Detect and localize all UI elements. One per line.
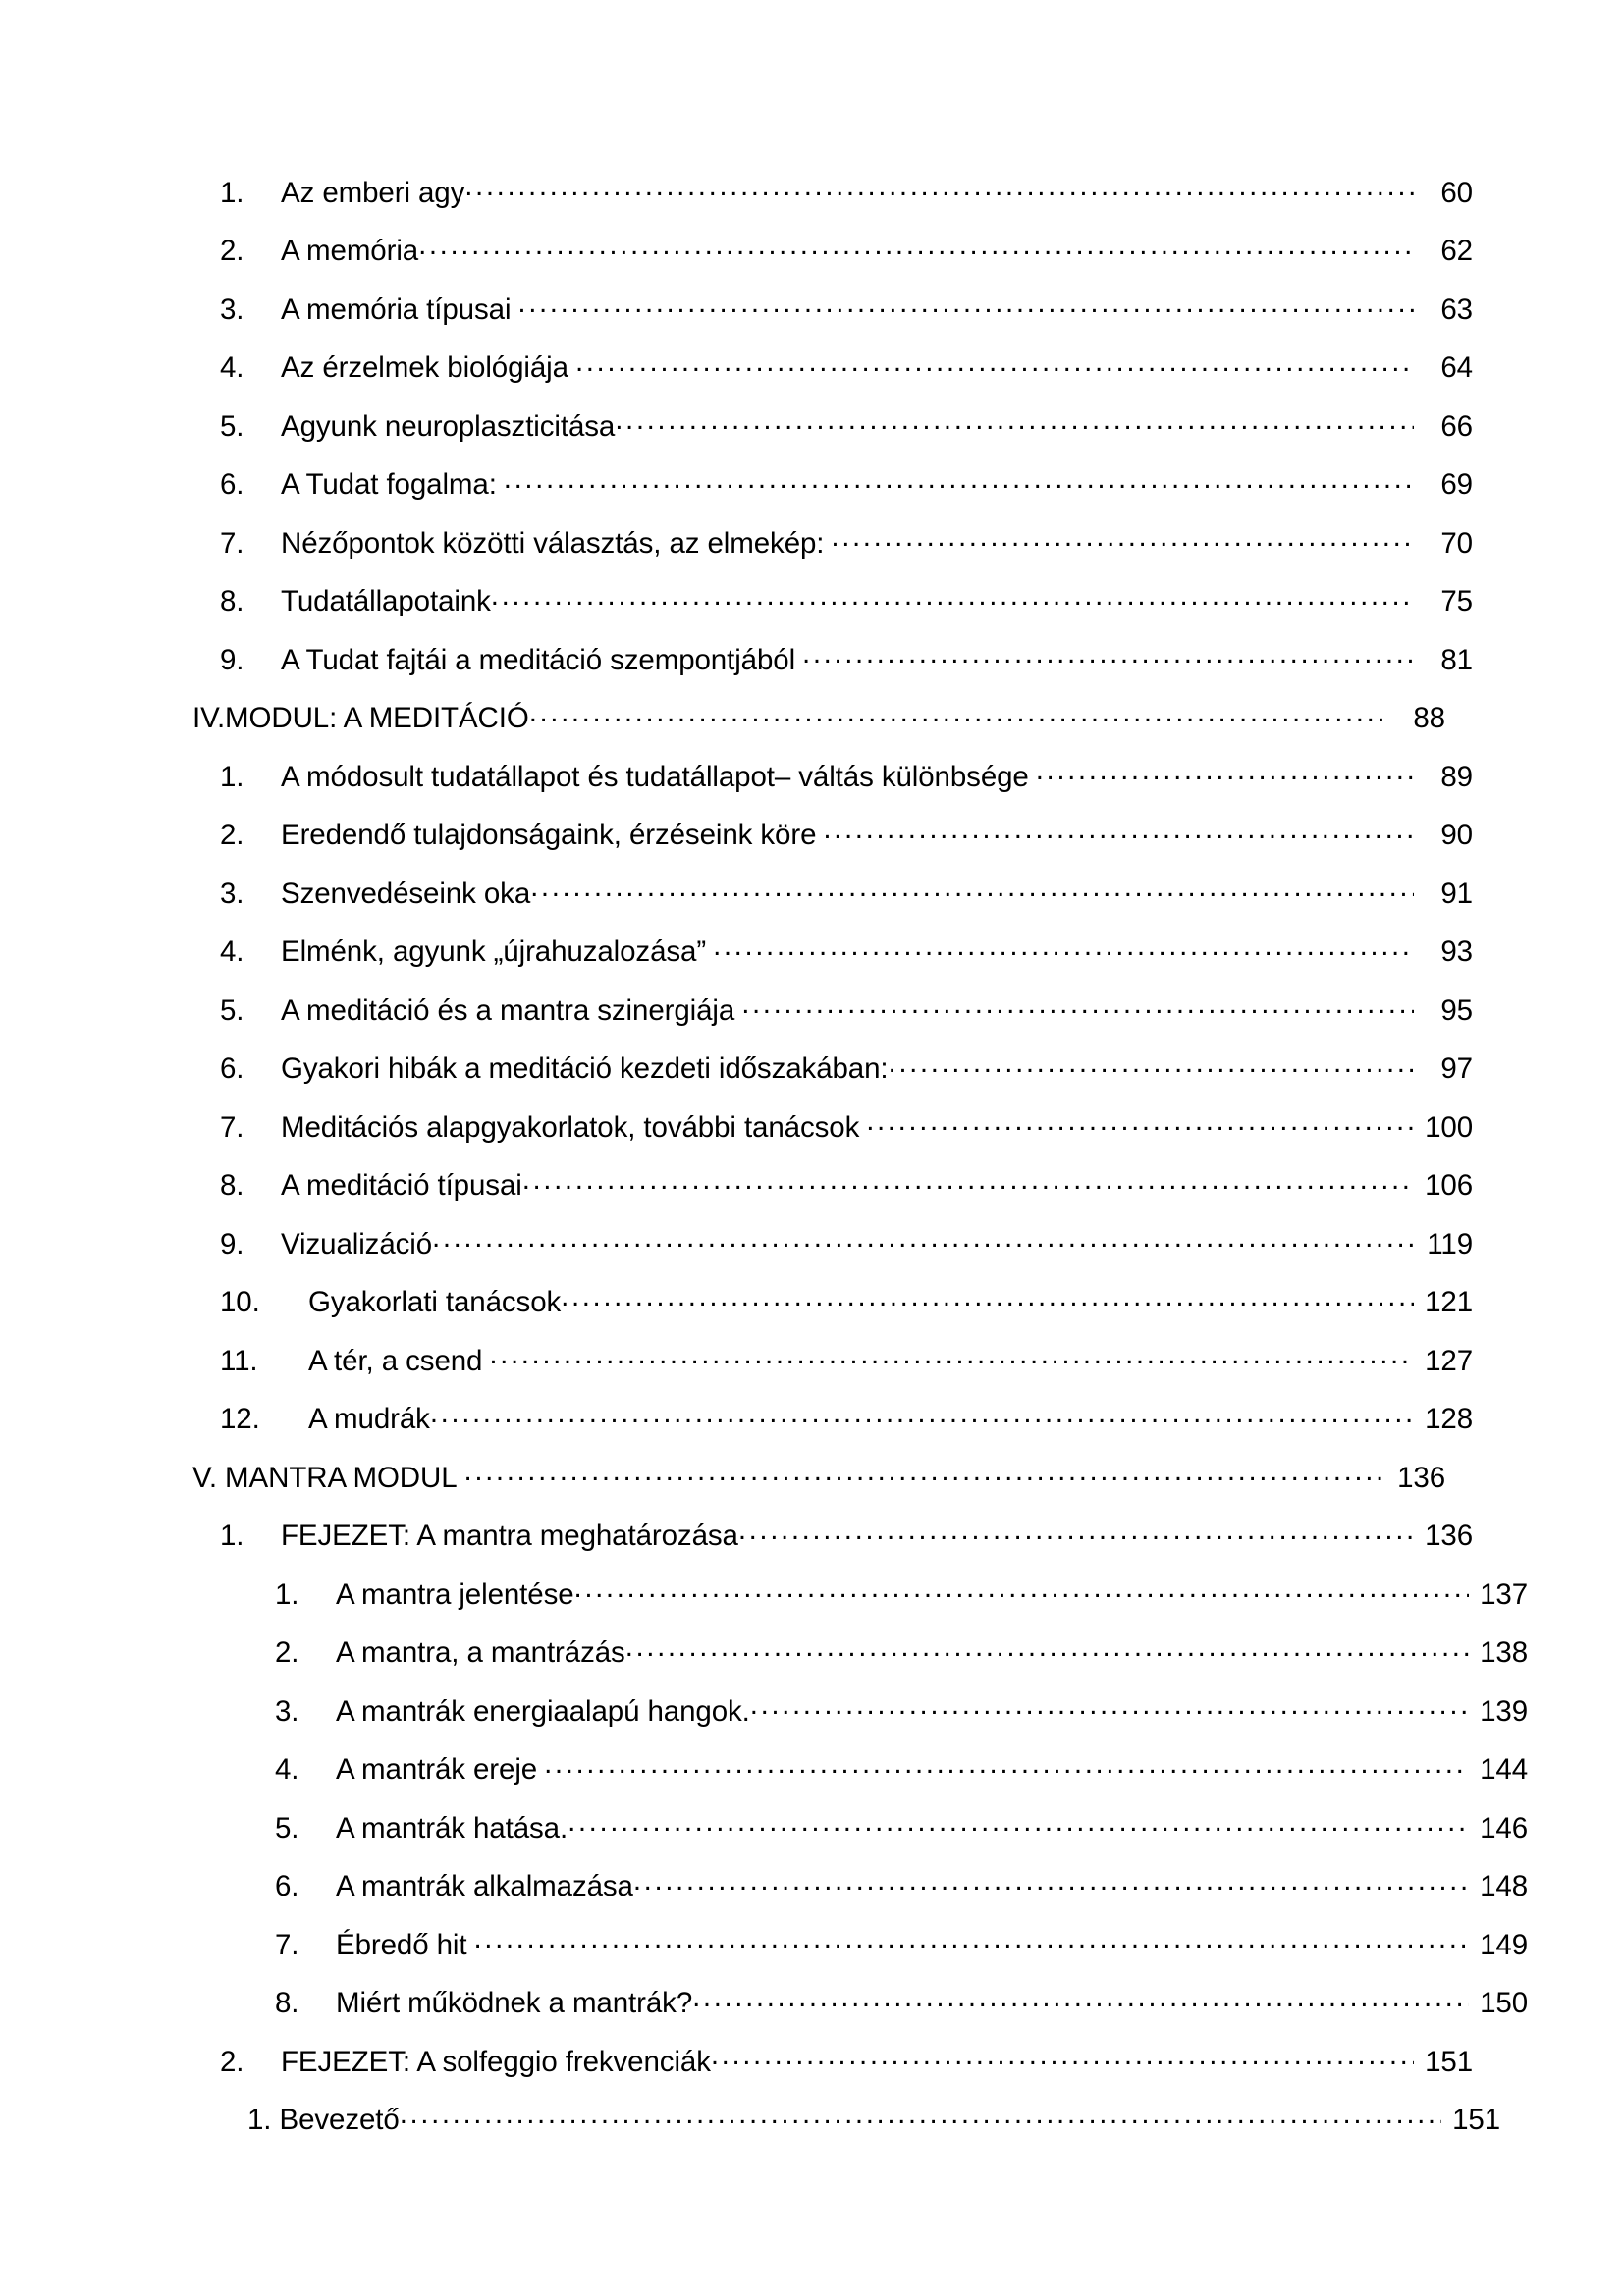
toc-dot-leader xyxy=(713,933,1414,962)
toc-entry-page-number[interactable]: 128 xyxy=(1425,1403,1473,1435)
toc-entry-page-number[interactable]: 119 xyxy=(1427,1227,1473,1260)
toc-entry-number: 11. xyxy=(220,1344,258,1377)
toc-entry-title[interactable]: Vizualizáció xyxy=(281,1227,433,1260)
toc-entry-title[interactable]: FEJEZET: A mantra meghatározása xyxy=(281,1520,738,1552)
toc-entry-number: 2. xyxy=(220,2045,244,2078)
toc-entry-title[interactable]: Miért működnek a mantrák? xyxy=(336,1987,693,2019)
toc-entry-page-number[interactable]: 64 xyxy=(1440,351,1473,384)
toc-dot-leader xyxy=(711,2042,1414,2071)
toc-entry-title[interactable]: A mantrák ereje xyxy=(336,1753,538,1786)
toc-entry-page-number[interactable]: 63 xyxy=(1440,293,1473,326)
toc-entry-page-number[interactable]: 75 xyxy=(1440,585,1473,617)
toc-entry-number: 5. xyxy=(220,409,244,443)
toc-entry-page-number[interactable]: 149 xyxy=(1480,1928,1528,1961)
toc-entry[interactable] xyxy=(192,1691,1528,1726)
toc-entry[interactable] xyxy=(192,1049,1473,1084)
toc-entry-title[interactable]: A meditáció és a mantra szinergiája xyxy=(281,993,735,1027)
toc-entry-number: 8. xyxy=(220,585,244,617)
toc-entry[interactable] xyxy=(192,523,1473,558)
toc-dot-leader xyxy=(802,640,1414,669)
toc-dot-leader xyxy=(823,816,1414,845)
toc-dot-leader xyxy=(504,465,1414,495)
toc-dot-leader xyxy=(517,290,1414,319)
toc-entry-title[interactable]: Elménk, agyunk „újrahuzalozása” xyxy=(281,935,707,968)
toc-dot-leader xyxy=(473,1925,1469,1954)
toc-entry-number: 6. xyxy=(220,1052,244,1085)
toc-entry[interactable] xyxy=(192,1166,1473,1201)
toc-entry-number: 2. xyxy=(275,1636,299,1669)
toc-dot-leader xyxy=(544,1750,1469,1780)
toc-entry-number: 7. xyxy=(220,1110,244,1144)
toc-entry-title[interactable]: Agyunk neuroplaszticitása xyxy=(281,409,616,443)
toc-entry-title[interactable]: Szenvedéseink oka xyxy=(281,877,531,910)
toc-dot-leader xyxy=(568,1808,1469,1838)
toc-entry-number: 1. xyxy=(220,760,244,793)
toc-entry-page-number[interactable]: 137 xyxy=(1480,1577,1528,1611)
toc-entry-number: 2. xyxy=(220,235,244,267)
toc-entry-title[interactable]: Gyakori hibák a meditáció kezdeti időszakában: xyxy=(281,1052,889,1085)
toc-entry[interactable] xyxy=(192,1458,1445,1492)
toc-entry[interactable] xyxy=(192,1107,1473,1142)
toc-entry[interactable] xyxy=(192,1633,1528,1668)
toc-dot-leader xyxy=(418,232,1414,261)
toc-entry-title[interactable]: Nézőpontok közötti választás, az elmekép: xyxy=(281,526,825,560)
toc-entry-title[interactable]: A Tudat fogalma: xyxy=(281,468,497,501)
toc-entry-page-number[interactable]: 138 xyxy=(1480,1636,1528,1669)
toc-entry[interactable] xyxy=(192,1341,1473,1375)
toc-dot-leader xyxy=(738,1517,1414,1546)
toc-entry-title[interactable]: A meditáció típusai xyxy=(281,1169,522,1201)
toc-entry-page-number[interactable]: 136 xyxy=(1425,1520,1473,1552)
toc-entry-number: 3. xyxy=(275,1694,299,1728)
toc-dot-leader xyxy=(575,348,1414,378)
toc-entry-title[interactable]: Meditációs alapgyakorlatok, további tanácsok xyxy=(281,1110,860,1144)
toc-entry-page-number[interactable]: 121 xyxy=(1425,1286,1473,1318)
toc-entry-page-number[interactable]: 136 xyxy=(1397,1461,1445,1494)
toc-entry-title[interactable]: A Tudat fajtái a meditáció szempontjából xyxy=(281,643,796,676)
toc-entry[interactable] xyxy=(192,757,1473,791)
toc-entry-number: 10. xyxy=(220,1286,260,1318)
toc-entry[interactable] xyxy=(192,2101,1500,2135)
toc-dot-leader xyxy=(866,1107,1414,1137)
toc-entry-page-number[interactable]: 106 xyxy=(1425,1169,1473,1201)
toc-entry-title[interactable]: A memória xyxy=(281,235,419,267)
toc-entry[interactable] xyxy=(192,290,1473,324)
toc-entry[interactable] xyxy=(192,173,1473,207)
toc-entry-title[interactable]: A mudrák xyxy=(308,1403,430,1435)
toc-dot-leader xyxy=(889,1049,1414,1079)
toc-dot-leader xyxy=(692,1984,1469,2013)
toc-entry-title[interactable]: A mantrák hatása. xyxy=(336,1811,568,1844)
table-of-contents xyxy=(192,173,1528,2159)
toc-entry-title[interactable]: A mantra jelentése xyxy=(336,1577,574,1611)
toc-entry-title[interactable]: Gyakorlati tanácsok xyxy=(308,1286,562,1318)
toc-dot-leader xyxy=(750,1691,1469,1721)
toc-entry[interactable] xyxy=(192,1867,1528,1901)
toc-entry-number: 12. xyxy=(220,1403,260,1435)
toc-entry-page-number[interactable]: 150 xyxy=(1480,1987,1528,2019)
toc-dot-leader xyxy=(741,990,1414,1020)
toc-entry-page-number[interactable]: 93 xyxy=(1440,935,1473,968)
toc-entry-number: 3. xyxy=(220,293,244,326)
toc-entry[interactable] xyxy=(192,582,1473,616)
toc-entry[interactable] xyxy=(192,1283,1473,1317)
toc-entry-number: 1. xyxy=(275,1577,299,1611)
toc-dot-leader xyxy=(1036,757,1414,786)
toc-dot-leader xyxy=(464,173,1414,202)
toc-entry[interactable] xyxy=(192,465,1473,500)
toc-dot-leader xyxy=(561,1283,1414,1312)
toc-dot-leader xyxy=(491,582,1414,612)
toc-entry[interactable] xyxy=(192,640,1473,674)
toc-entry-number: 4. xyxy=(275,1753,299,1786)
toc-entry[interactable] xyxy=(192,406,1473,441)
toc-entry-title[interactable]: A memória típusai xyxy=(281,293,512,326)
toc-entry-page-number[interactable]: 139 xyxy=(1480,1694,1528,1728)
toc-entry-page-number[interactable]: 90 xyxy=(1440,819,1473,851)
toc-entry[interactable] xyxy=(192,699,1445,733)
toc-entry-page-number[interactable]: 148 xyxy=(1480,1870,1528,1902)
toc-dot-leader xyxy=(574,1575,1469,1604)
toc-entry-number: 8. xyxy=(275,1987,299,2019)
toc-entry[interactable] xyxy=(192,1400,1473,1434)
toc-entry-title[interactable]: A mantrák alkalmazása xyxy=(336,1870,633,1902)
toc-entry[interactable] xyxy=(192,348,1473,383)
toc-entry-page-number[interactable]: 100 xyxy=(1425,1110,1473,1144)
toc-entry[interactable] xyxy=(192,933,1473,967)
toc-entry-page-number[interactable]: 60 xyxy=(1440,176,1473,209)
toc-entry-number: 2. xyxy=(220,819,244,851)
toc-dot-leader xyxy=(430,1400,1414,1429)
toc-entry-page-number[interactable]: 89 xyxy=(1440,760,1473,793)
toc-dot-leader xyxy=(615,406,1414,436)
toc-entry-number: 5. xyxy=(220,993,244,1027)
toc-entry[interactable] xyxy=(192,1925,1528,1959)
toc-entry-number: 5. xyxy=(275,1811,299,1844)
toc-entry-page-number[interactable]: 62 xyxy=(1440,235,1473,267)
toc-entry[interactable] xyxy=(192,1575,1528,1609)
toc-entry-title[interactable]: 1. Bevezető xyxy=(247,2104,400,2136)
toc-entry[interactable] xyxy=(192,1750,1528,1785)
toc-entry-title[interactable]: V. MANTRA MODUL xyxy=(192,1461,458,1494)
toc-entry-title[interactable]: Ébredő hit xyxy=(336,1928,467,1961)
toc-entry[interactable] xyxy=(192,1984,1528,2018)
toc-entry-title[interactable]: A mantrák energiaalapú hangok. xyxy=(336,1694,750,1728)
toc-entry-page-number[interactable]: 69 xyxy=(1440,468,1473,501)
toc-dot-leader xyxy=(831,523,1414,553)
toc-entry-number: 7. xyxy=(220,526,244,560)
toc-entry-number: 9. xyxy=(220,1227,244,1260)
toc-entry-title[interactable]: A módosult tudatállapot és tudatállapot– váltás különbsége xyxy=(281,760,1029,793)
toc-dot-leader xyxy=(400,2101,1441,2130)
toc-entry-number: 6. xyxy=(220,468,244,501)
toc-dot-leader xyxy=(522,1166,1414,1196)
toc-dot-leader xyxy=(633,1867,1469,1896)
toc-entry-page-number[interactable]: 151 xyxy=(1452,2104,1500,2136)
toc-entry-title[interactable]: A mantra, a mantrázás xyxy=(336,1636,625,1669)
toc-entry-number: 4. xyxy=(220,935,244,968)
toc-dot-leader xyxy=(625,1633,1469,1663)
toc-entry-number: 6. xyxy=(275,1870,299,1902)
toc-entry-page-number[interactable]: 151 xyxy=(1425,2045,1473,2078)
toc-entry-number: 9. xyxy=(220,643,244,676)
toc-entry-number: 7. xyxy=(275,1928,299,1961)
toc-entry-title[interactable]: Tudatállapotaink xyxy=(281,585,491,617)
toc-entry-page-number[interactable]: 127 xyxy=(1425,1344,1473,1377)
toc-entry-number: 8. xyxy=(220,1169,244,1201)
toc-entry[interactable] xyxy=(192,232,1473,266)
toc-entry-title[interactable]: FEJEZET: A solfeggio frekvenciák xyxy=(281,2045,711,2078)
toc-entry-title[interactable]: A tér, a csend xyxy=(308,1344,483,1377)
toc-entry-number: 1. xyxy=(220,1520,244,1552)
toc-entry-page-number[interactable]: 97 xyxy=(1440,1052,1473,1085)
toc-entry-title[interactable]: IV.MODUL: A MEDITÁCIÓ xyxy=(192,702,529,734)
toc-dot-leader xyxy=(530,874,1414,903)
toc-entry-number: 4. xyxy=(220,351,244,384)
toc-entry-page-number[interactable]: 144 xyxy=(1480,1753,1528,1786)
toc-entry-title[interactable]: Eredendő tulajdonságaink, érzéseink köre xyxy=(281,819,817,851)
toc-entry[interactable] xyxy=(192,1808,1528,1842)
toc-entry-page-number[interactable]: 91 xyxy=(1440,877,1473,910)
toc-entry[interactable] xyxy=(192,2042,1473,2076)
toc-entry[interactable] xyxy=(192,1517,1473,1551)
toc-entry-page-number[interactable]: 81 xyxy=(1440,643,1473,676)
toc-entry-page-number[interactable]: 88 xyxy=(1413,702,1445,734)
toc-entry-title[interactable]: Az emberi agy xyxy=(281,176,465,209)
toc-dot-leader xyxy=(529,699,1386,728)
toc-entry-number: 3. xyxy=(220,877,244,910)
toc-entry-number: 1. xyxy=(220,176,244,209)
toc-entry[interactable] xyxy=(192,874,1473,908)
toc-dot-leader xyxy=(464,1458,1386,1487)
toc-entry[interactable] xyxy=(192,1224,1473,1258)
toc-entry-page-number[interactable]: 95 xyxy=(1440,993,1473,1027)
toc-entry-page-number[interactable]: 146 xyxy=(1480,1811,1528,1844)
toc-entry-page-number[interactable]: 70 xyxy=(1440,526,1473,560)
toc-dot-leader xyxy=(432,1224,1414,1254)
toc-dot-leader xyxy=(489,1341,1414,1370)
toc-entry[interactable] xyxy=(192,990,1473,1025)
toc-entry-page-number[interactable]: 66 xyxy=(1440,409,1473,443)
toc-entry[interactable] xyxy=(192,816,1473,850)
toc-entry-title[interactable]: Az érzelmek biológiája xyxy=(281,351,568,384)
